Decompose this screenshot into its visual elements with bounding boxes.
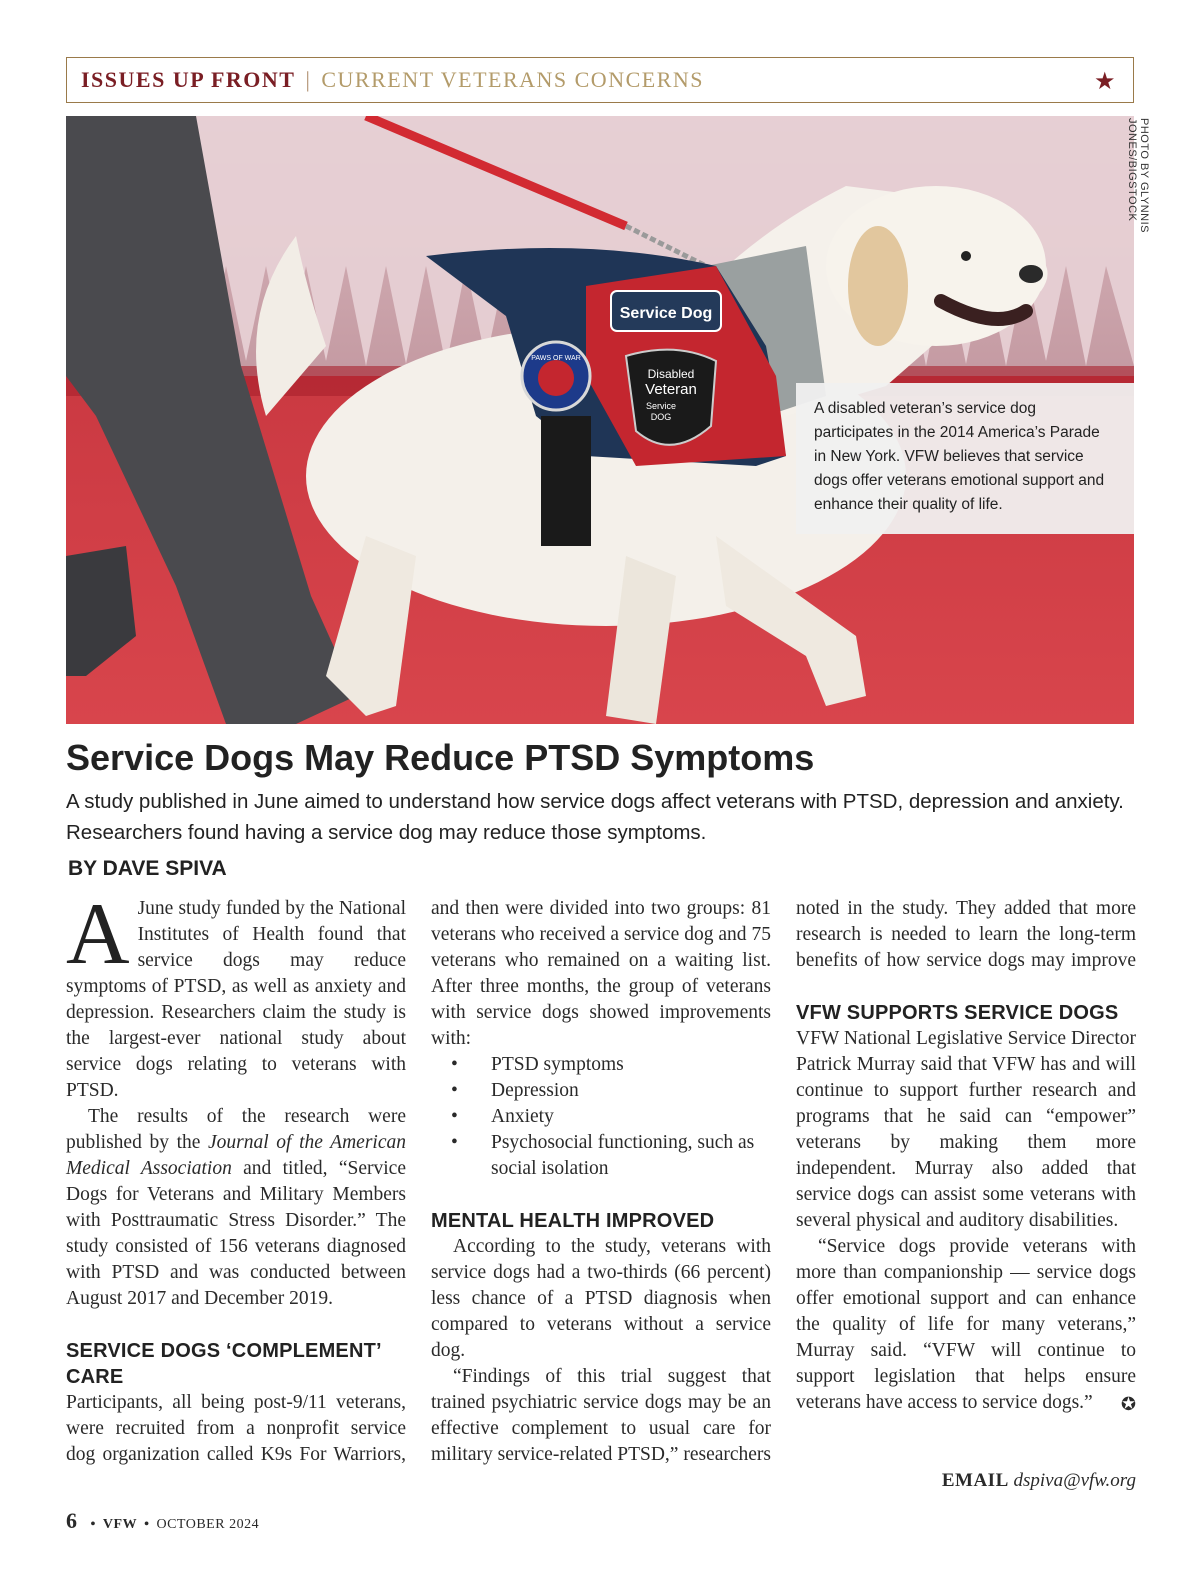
email-link[interactable]: dspiva@vfw.org bbox=[1013, 1470, 1136, 1491]
subhead-vfw-supports: VFW SUPPORTS SERVICE DOGS bbox=[796, 1002, 1119, 1024]
photo-caption: A disabled veteran’s service dog participates in the 2014 America’s Parade in New York. VFW believes that service dogs offer veterans emotional support and enhance their quality of life. bbox=[796, 383, 1134, 534]
paragraph-1 bbox=[66, 886, 406, 1104]
column-1 bbox=[66, 886, 406, 1468]
paragraph-1-text: June study funded by the National Institutes of Health found that service dogs may reduce symptoms of PTSD, as well as anxiety and depression. Researchers claim the study is the largest-ever national study about service dogs relating to veterans with PTSD. bbox=[66, 898, 406, 1101]
list-item: • PTSD symptoms bbox=[431, 1052, 771, 1078]
email-label: EMAIL bbox=[941, 1470, 1009, 1491]
patch-line-3: Service bbox=[645, 401, 677, 411]
subhead-mental-health: MENTAL HEALTH IMPROVED bbox=[431, 1210, 715, 1232]
paragraph-7 bbox=[796, 1234, 1136, 1416]
column-2 bbox=[431, 896, 771, 1468]
paragraph-3-part-2: and then were divided into two groups: 81 veterans who received a service dog and 75 veterans who remained on a waiting list. After three months, the group of veterans with service dogs showed improvements with: bbox=[431, 898, 771, 1049]
paragraph-3-part-1: Participants, all being post-9/11 veterans, were recruited from a nonprofit service dog organization called K9s For Warriors, bbox=[66, 1392, 406, 1465]
article-deck: A study published in June aimed to understand how service dogs affect veterans with PTSD, depression and anxiety. Researchers found having a service dog may reduce those symptoms. bbox=[66, 790, 1124, 844]
paragraph-2 bbox=[66, 1104, 406, 1312]
photo-credit: PHOTO BY GLYNNIS JONES/BIGSTOCK bbox=[1126, 118, 1150, 233]
paragraph-5-part-1: “Findings of this trial suggest that trained psychiatric service dogs may be an effective complement to usual care for military service-related PTSD,” researchers bbox=[431, 1366, 771, 1465]
paragraph-5-wrap bbox=[796, 896, 1136, 974]
section-name: ISSUES UP FRONT bbox=[81, 67, 296, 92]
paragraph-6: VFW National Legislative Service Director Patrick Murray said that VFW has and will continue to support further research and programs that he said can “empower” veterans by making them more independent. Murray also added that service dogs can assist some veterans with several physical and auditory disabilities. bbox=[796, 1028, 1136, 1231]
vest-label: Service Dog bbox=[619, 305, 713, 322]
page-number: 6 bbox=[66, 1508, 78, 1533]
patch-line-4: DOG bbox=[650, 412, 672, 422]
author-email bbox=[796, 1470, 1136, 1492]
drop-cap: A bbox=[66, 886, 130, 983]
paragraph-7-text: “Service dogs provide veterans with more than companionship — service dogs offer emotional support and can enhance the quality of life for many veterans,” Murray said. “VFW will continue to support legislation that helps ensure veterans have access to service dogs.” bbox=[796, 1236, 1136, 1413]
end-mark-icon: ✪ bbox=[1120, 1394, 1136, 1415]
paragraph-2-start: The results of the research were published by the bbox=[66, 1106, 406, 1153]
page-footer bbox=[66, 1508, 259, 1534]
subhead-complement-care: SERVICE DOGS ‘COMPLEMENT’ CARE bbox=[66, 1340, 381, 1388]
paragraph-4: According to the study, veterans with service dogs had a two-thirds (66 percent) less chance of a PTSD diagnosis when compared to veterans without a service dog. bbox=[431, 1236, 771, 1361]
star-icon: ★ bbox=[1093, 69, 1117, 95]
header-separator: | bbox=[305, 67, 312, 92]
publication-name: VFW bbox=[102, 1517, 138, 1532]
issue-date: OCTOBER 2024 bbox=[156, 1517, 260, 1532]
paragraph-3-wrap bbox=[431, 896, 771, 1052]
footer-separator: • bbox=[90, 1517, 96, 1532]
section-header bbox=[66, 57, 1134, 103]
improvements-list bbox=[431, 1052, 771, 1182]
section-topic: CURRENT VETERANS CONCERNS bbox=[321, 67, 704, 92]
list-item: • Depression bbox=[431, 1078, 771, 1104]
list-item: • Anxiety bbox=[431, 1104, 771, 1130]
footer-separator: • bbox=[144, 1517, 150, 1532]
paragraph-2-end: and titled, “Service Dogs for Veterans and Military Members with Posttraumatic Stress Disorder.” The study consisted of 156 veterans diagnosed with PTSD and was conducted between August 2017 and December 2019. bbox=[66, 1158, 406, 1309]
article-headline: Service Dogs May Reduce PTSD Symptoms bbox=[66, 737, 815, 778]
paragraph-5-part-2: noted in the study. They added that more research is needed to learn the long-term benefits of how service dogs may improve bbox=[796, 898, 1136, 971]
column-3 bbox=[796, 896, 1136, 1418]
patch-line-1: Disabled bbox=[647, 367, 695, 381]
byline: BY DAVE SPIVA bbox=[68, 857, 227, 880]
patch-line-2: Veteran bbox=[645, 381, 697, 398]
badge-text: PAWS OF WAR bbox=[531, 355, 581, 362]
journal-title: Journal of the American Medical Association bbox=[66, 1132, 406, 1179]
list-item: • Psychosocial functioning, such as social isolation bbox=[431, 1130, 771, 1182]
